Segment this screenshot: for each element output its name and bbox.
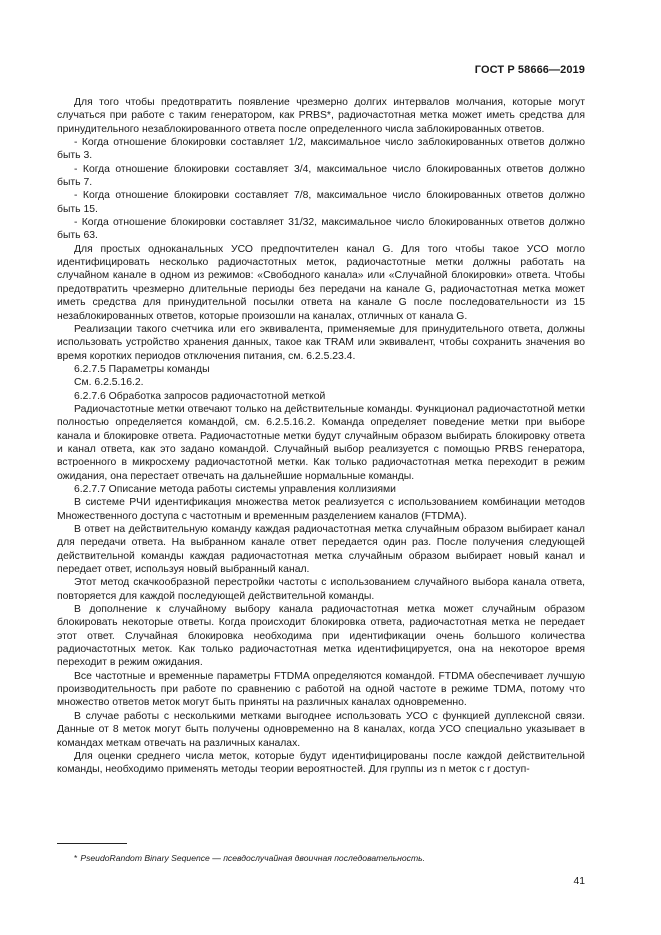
list-item: - Когда отношение блокировки составляет 1/2, максимальное число заблокированных ответов должно быть 3.: [57, 137, 585, 162]
section-heading: 6.2.7.7 Описание метода работы системы управления коллизиями: [74, 483, 396, 495]
footnote-text: PseudoRandom Binary Sequence — псевдослучайная двоичная последовательность.: [80, 853, 426, 863]
paragraph: В случае работы с несколькими метками выгоднее использовать УСО с функцией дуплексной связи. Данные от 8 меток могут быть получены одновременно на 8 каналах, когда УСО специально указывает в командах меткам отвечать на различных каналах.: [57, 710, 585, 749]
footnote: [74, 853, 584, 864]
paragraph: См. 6.2.5.16.2.: [74, 377, 144, 389]
list-item: - Когда отношение блокировки составляет 3/4, максимальное число блокированных ответов должно быть 7.: [57, 163, 585, 189]
footnote-mark: *: [74, 853, 78, 863]
footnote-divider: [57, 843, 127, 844]
paragraph: В дополнение к случайному выбору канала радиочастотная метка может случайным образом блокировать некоторые ответы. Когда происходит блокировка ответа, радиочастотная метка не передает этот ответ. Случайная блокировка необходима при идентификации очень большого количества радиочастотных меток. Как только радиочастотная метка идентифицируется, она на некоторое время переходит в режим ожидания.: [57, 604, 585, 669]
paragraph: Реализации такого счетчика или его эквивалента, применяемые для принудительного ответа, должны использовать устройство хранения данных, такое как TRAM или эквивалент, чтобы сохранить значения во время коротких периодов отключения питания, см. 6.2.5.23.4.: [57, 323, 585, 362]
paragraph: В ответ на действительную команду каждая радиочастотная метка случайным образом выбирает канал для передачи ответа. На выбранном канале ответ передается один раз. После получения следующей действительной команды каждая радиочастотная метка случайным образом выбирает новый канал и передает ответ, используя новый выбранный канал.: [57, 524, 585, 576]
list-item: - Когда отношение блокировки составляет 7/8, максимальное число блокированных ответов должно быть 15.: [57, 190, 585, 215]
document-code-header: ГОСТ Р 58666—2019: [474, 64, 585, 76]
paragraph: Радиочастотные метки отвечают только на действительные команды. Функционал радиочастотной метки полностью определяется командой, см. 6.2.5.16.2. Команда определяет поведение метки при выборе канала и блокировке ответа. Радиочастотные метки будут случайным образом выбирать блокировку ответа и канал ответа, как это задано командой. Случайный выбор реализуется с помощью PRBS генератора, встроенного в микросхему радиочастотной метки. Как только радиочастотная метка переходит в режим ожидания, она перестает отвечать на дальнейшие нормальные команды.: [57, 403, 585, 482]
paragraph: Для оценки среднего числа меток, которые будут идентифицированы после каждой действительной команды, необходимо применять методы теории вероятностей. Для группы из n меток с r доступ-: [57, 750, 585, 776]
section-heading: 6.2.7.5 Параметры команды: [74, 363, 210, 375]
page-number: 41: [573, 876, 585, 887]
paragraph: Для простых одноканальных УСО предпочтителен канал G. Для того чтобы такое УСО могло идентифицировать несколько радиочастотных меток, радиочастотные метки должны работать на случайном канале в одном из режимов: «Свободного канала» или «Случайной блокировки» ответа. Чтобы предотвратить чрезмерно длительные периоды без передачи на канале G, радиочастотная метка может иметь средства для принудительной посылки ответа на канале G после последовательности из 15 незаблокированных ответов, которые произошли на каналах, отличных от канала G.: [57, 243, 585, 322]
section-heading: 6.2.7.6 Обработка запросов радиочастотной меткой: [74, 390, 326, 402]
paragraph: Этот метод скачкообразной перестройки частоты с использованием случайного выбора канала ответа, повторяется для каждой последующей действительной команды.: [57, 577, 585, 602]
paragraph: Для того чтобы предотвратить появление чрезмерно долгих интервалов молчания, которые могут случаться при работе с таким генератором, как PRBS*, радиочастотная метка может иметь средства для принудительного незаблокированного ответа после определенного числа заблокированных ответов.: [57, 97, 585, 135]
list-item: - Когда отношение блокировки составляет 31/32, максимальное число блокированных ответов должно быть 63.: [57, 217, 585, 242]
document-body: [57, 96, 585, 777]
paragraph: В системе РЧИ идентификация множества меток реализуется с использованием комбинации методов Множественного доступа с частотным и временным разделением каналов (FTDMA).: [57, 497, 585, 522]
paragraph: Все частотные и временные параметры FTDMA определяются командой. FTDMA обеспечивает лучшую производительность при работе по сравнению с работой на одной частоте в режиме TDMA, потому что множество ответов меток могут быть приняты на различных каналах одновременно.: [57, 670, 585, 709]
